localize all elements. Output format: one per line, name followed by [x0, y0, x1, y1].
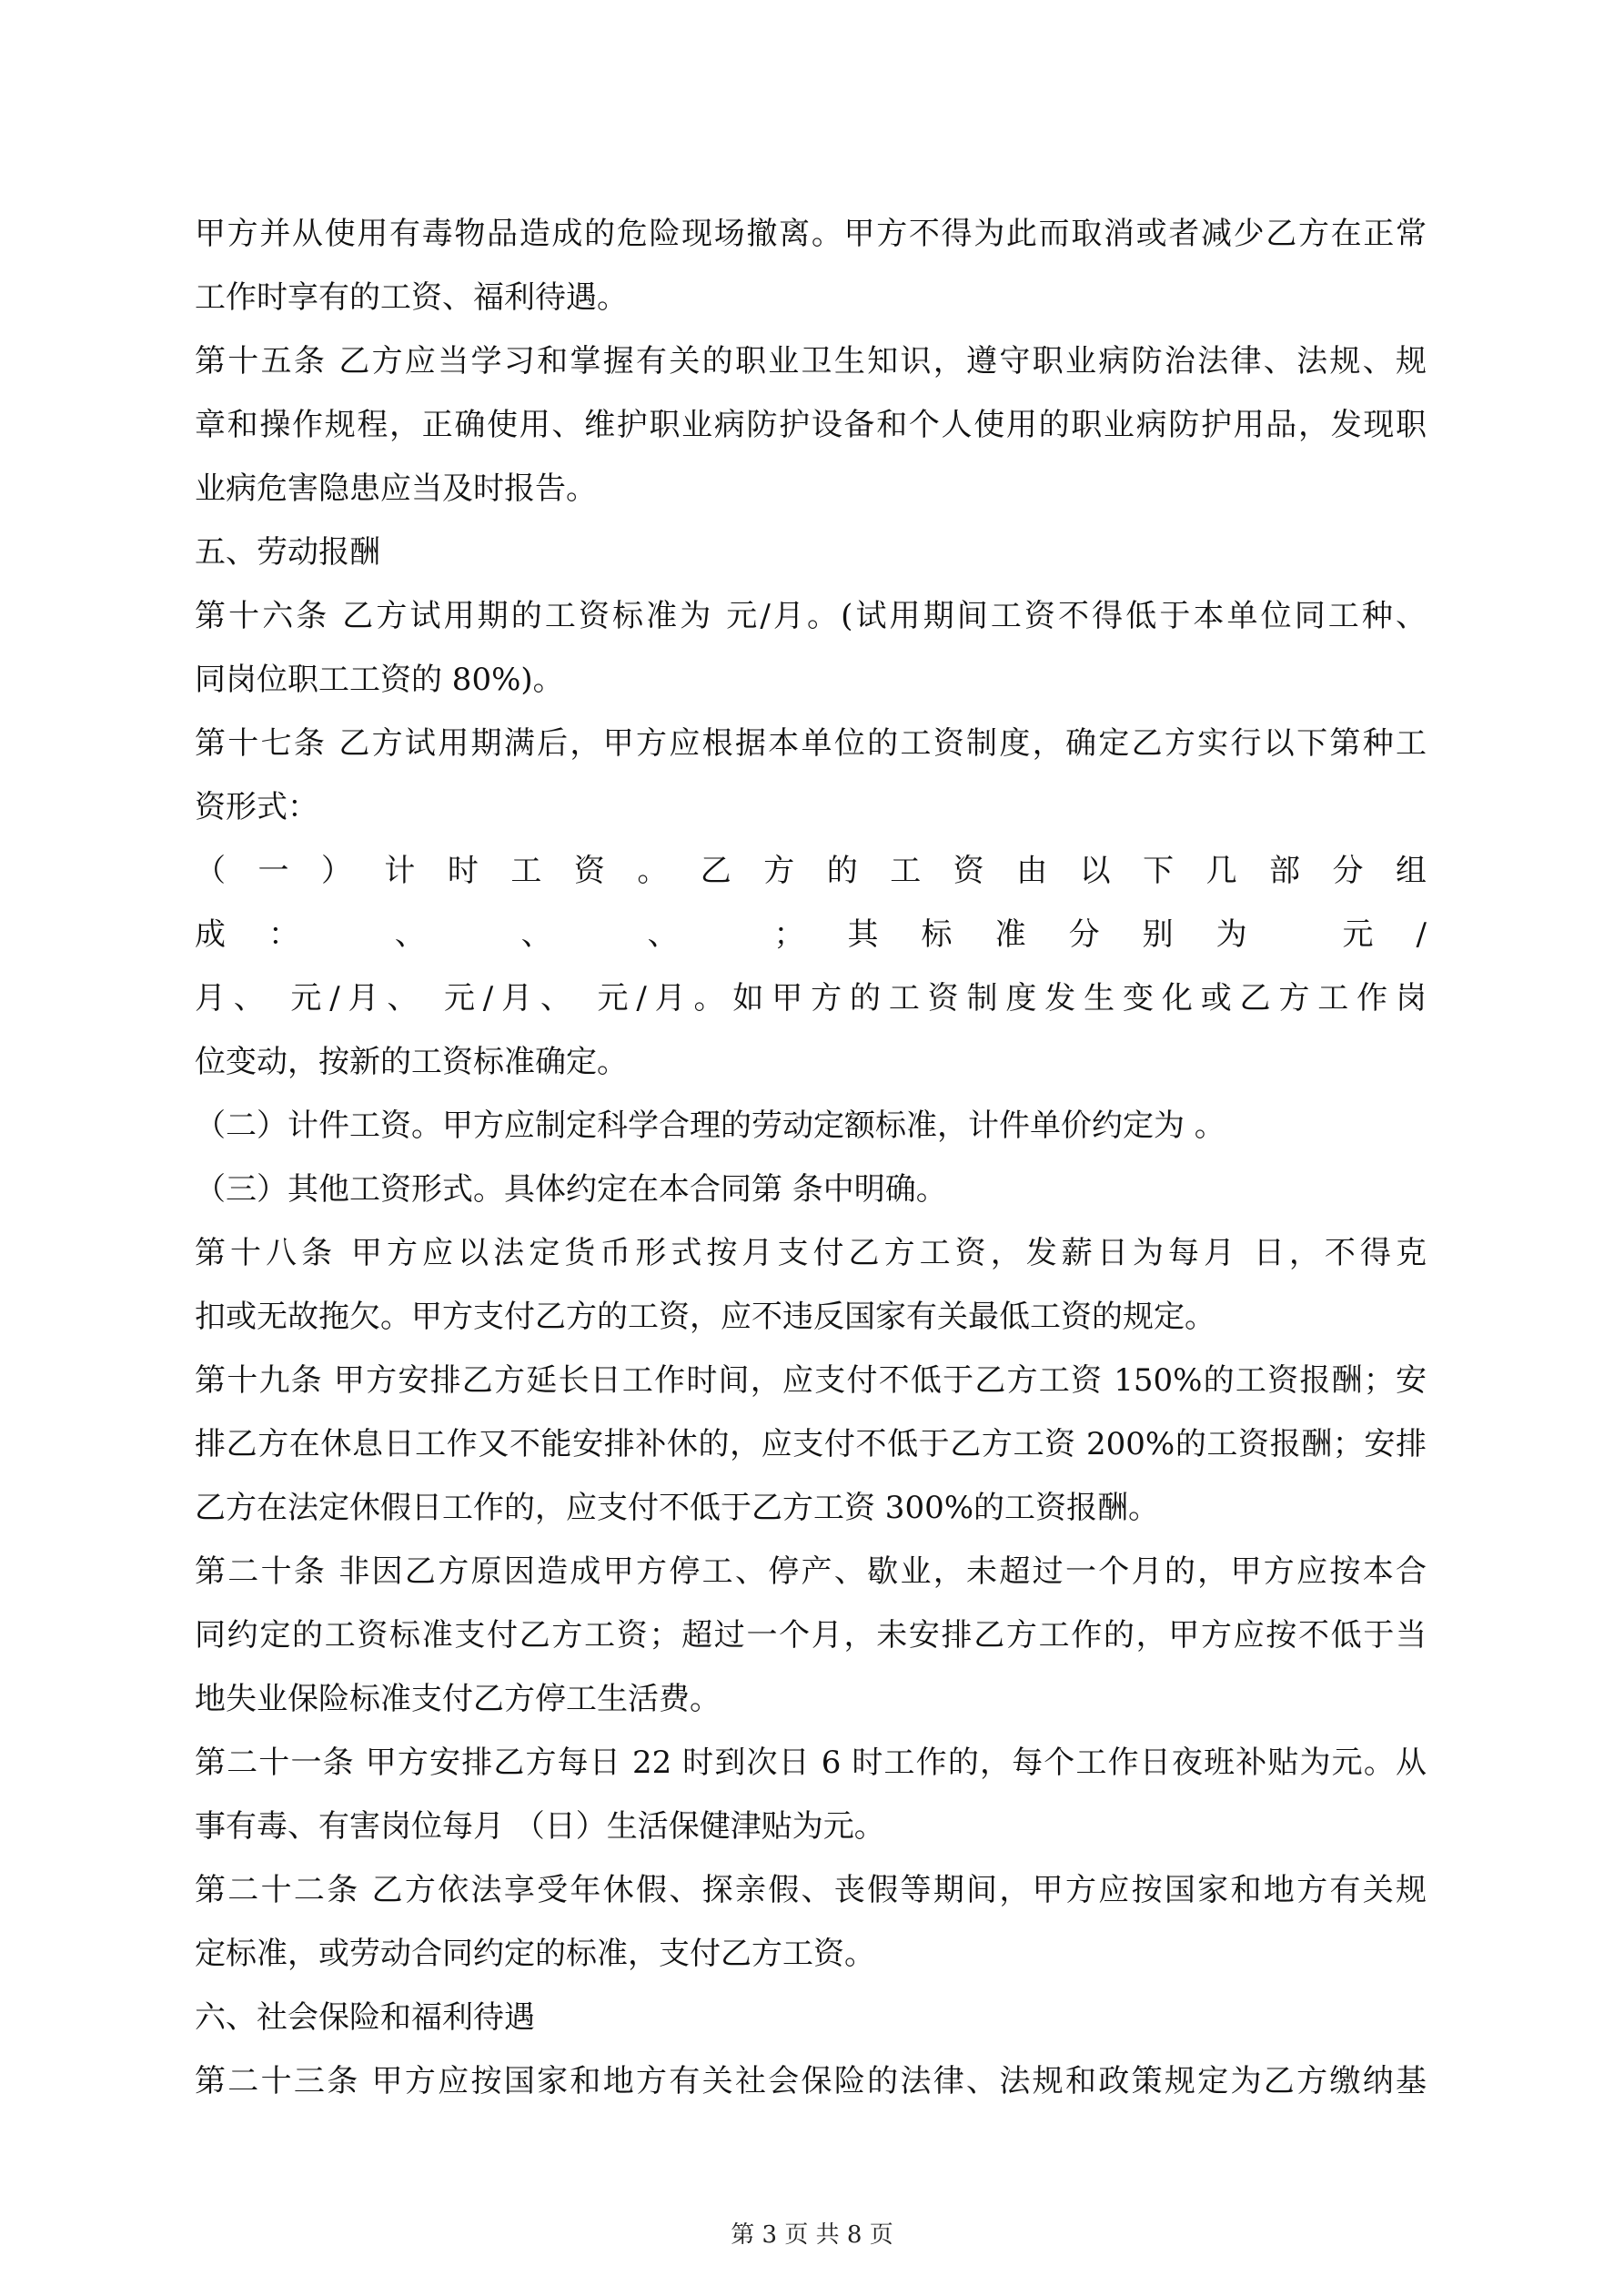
body-line: 同岗位职工工资的 80%)。	[195, 662, 564, 698]
time-wage-line: （ 一 ） 计 时 工 资 。 乙 方 的 工 资 由 以 下 几 部 分 组	[195, 853, 1427, 889]
body-line: 甲方并从使用有毒物品造成的危险现场撤离。甲方不得为此而取消或者减少乙方在正常	[195, 216, 1427, 252]
article-23-line: 第二十三条 甲方应按国家和地方有关社会保险的法律、法规和政策规定为乙方缴纳基	[195, 2063, 1427, 2099]
body-line: 成： 、 、 、 ；其标准分别为 元/	[195, 916, 1427, 953]
body-line: 章和操作规程，正确使用、维护职业病防护设备和个人使用的职业病防护用品，发现职	[195, 407, 1427, 443]
article-19-line: 第十九条 甲方安排乙方延长日工作时间，应支付不低于乙方工资 150%的工资报酬；安	[195, 1362, 1427, 1399]
body-line: 排乙方在休息日工作又不能安排补休的，应支付不低于乙方工资 200%的工资报酬；安排	[195, 1426, 1427, 1462]
article-21-line: 第二十一条 甲方安排乙方每日 22 时到次日 6 时工作的，每个工作日夜班补贴为元。从	[195, 1745, 1427, 1781]
article-22-line: 第二十二条 乙方依法享受年休假、探亲假、丧假等期间，甲方应按国家和地方有关规	[195, 1872, 1427, 1908]
body-line: 同约定的工资标准支付乙方工资；超过一个月，未安排乙方工作的，甲方应按不低于当	[195, 1617, 1427, 1654]
article-18-line: 第十八条 甲方应以法定货币形式按月支付乙方工资，发薪日为每月 日，不得克	[195, 1235, 1427, 1271]
body-line: 地失业保险标准支付乙方停工生活费。	[195, 1681, 721, 1717]
body-line: 业病危害隐患应当及时报告。	[195, 470, 597, 507]
document-body	[195, 202, 1427, 2113]
body-line: 定标准，或劳动合同约定的标准，支付乙方工资。	[195, 1936, 875, 1972]
article-16-line: 第十六条 乙方试用期的工资标准为 元/月。(试用期间工资不得低于本单位同工种、	[195, 598, 1427, 634]
other-wage-line: （三）其他工资形式。具体约定在本合同第 条中明确。	[195, 1171, 947, 1208]
body-line: 工作时享有的工资、福利待遇。	[195, 279, 628, 316]
section-heading-6: 六、社会保险和福利待遇	[195, 1999, 535, 2036]
body-line: 乙方在法定休假日工作的，应支付不低于乙方工资 300%的工资报酬。	[195, 1490, 1160, 1526]
page-number: 第 3 页 共 8 页	[731, 2221, 893, 2249]
piece-wage-line: （二）计件工资。甲方应制定科学合理的劳动定额标准，计件单价约定为 。	[195, 1108, 1226, 1144]
body-line: 事有毒、有害岗位每月 （日）生活保健津贴为元。	[195, 1808, 885, 1845]
article-20-line: 第二十条 非因乙方原因造成甲方停工、停产、歇业，未超过一个月的，甲方应按本合	[195, 1553, 1427, 1590]
section-heading-5: 五、劳动报酬	[195, 534, 380, 571]
body-line: 位变动，按新的工资标准确定。	[195, 1044, 628, 1080]
article-15-line: 第十五条 乙方应当学习和掌握有关的职业卫生知识，遵守职业病防治法律、法规、规	[195, 343, 1427, 379]
body-line: 资形式：	[195, 789, 318, 825]
body-line: 扣或无故拖欠。甲方支付乙方的工资，应不违反国家有关最低工资的规定。	[195, 1299, 1215, 1335]
article-17-line: 第十七条 乙方试用期满后，甲方应根据本单位的工资制度，确定乙方实行以下第种工	[195, 725, 1427, 762]
body-line: 月、 元/月、 元/月、 元/月。如甲方的工资制度发生变化或乙方工作岗	[195, 980, 1427, 1017]
